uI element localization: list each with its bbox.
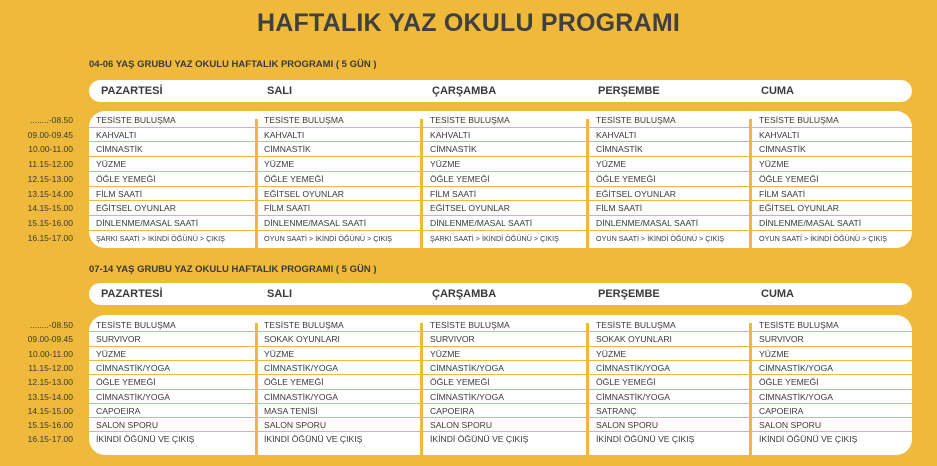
section-title: 07-14 YAŞ GRUBU YAZ OKULU HAFTALIK PROGRAMI ( 5 GÜN ) [89, 264, 377, 275]
activity-cell: CİMNASTİK/YOGA [759, 391, 834, 402]
activity-cell: OYUN SAATİ > İKİNDİ ÖĞÜNÜ > ÇIKIŞ [596, 233, 725, 243]
activity-cell: SALON SPORU [430, 420, 493, 431]
activity-cell: YÜZME [596, 159, 627, 170]
activity-cell: TESİSTE BULUŞMA [430, 320, 510, 330]
day-header: PAZARTESİ [101, 85, 163, 97]
time-slot-label: 12.15-13.00 [27, 173, 73, 184]
activity-cell: KAHVALTI [430, 129, 471, 140]
activity-cell: ÖĞLE YEMEĞİ [596, 173, 656, 184]
activity-cell: İKİNDİ ÖĞÜNÜ VE ÇIKIŞ [596, 434, 695, 445]
activity-cell: CİMNASTİK [430, 144, 477, 155]
day-header: PAZARTESİ [101, 288, 163, 300]
activity-cell: DİNLENME/MASAL SAATİ [596, 217, 699, 228]
row-divider [89, 127, 912, 128]
time-slot-label: 10.00-11.00 [28, 348, 73, 359]
activity-cell: TESİSTE BULUŞMA [96, 115, 176, 125]
time-slot-label: 16.15-17.00 [27, 434, 73, 445]
activity-cell: DİNLENME/MASAL SAATİ [264, 217, 367, 228]
activity-cell: CİMNASTİK/YOGA [759, 362, 834, 373]
day-header: CUMA [761, 288, 794, 300]
activity-cell: EĞİTSEL OYUNLAR [96, 203, 176, 214]
time-slot-label: 09.00-09.45 [27, 129, 73, 140]
activity-cell: TESİSTE BULUŞMA [264, 320, 344, 330]
activity-cell: ÖĞLE YEMEĞİ [430, 173, 490, 184]
activity-cell: CİMNASTİK/YOGA [430, 391, 505, 402]
activity-cell: EĞİTSEL OYUNLAR [264, 188, 344, 199]
activity-cell: KAHVALTI [96, 129, 137, 140]
activity-cell: OYUN SAATİ > İKİNDİ ÖĞÜNÜ > ÇIKIŞ [759, 233, 888, 243]
day-header-bar [89, 80, 912, 102]
day-header-bar [89, 283, 912, 305]
activity-cell: SURVIVOR [759, 334, 804, 345]
activity-cell: KAHVALTI [596, 129, 637, 140]
row-divider [89, 403, 912, 404]
activity-cell: FİLM SAATİ [96, 188, 143, 199]
activity-cell: ÖĞLE YEMEĞİ [596, 377, 656, 388]
activity-cell: YÜZME [596, 348, 627, 359]
time-slot-label: 09.00-09.45 [27, 334, 73, 345]
row-divider [89, 374, 912, 375]
activity-cell: YÜZME [96, 348, 127, 359]
activity-cell: DİNLENME/MASAL SAATİ [96, 217, 199, 228]
row-divider [89, 141, 912, 142]
activity-cell: CİMNASTİK/YOGA [596, 362, 671, 373]
activity-cell: TESİSTE BULUŞMA [430, 115, 510, 125]
time-slot-label: 14.15-15.00 [27, 405, 73, 416]
row-divider [89, 331, 912, 332]
time-slot-label: 11.15-12.00 [28, 159, 73, 170]
activity-cell: SALON SPORU [596, 420, 659, 431]
day-header: SALI [267, 85, 293, 97]
row-divider [89, 200, 912, 201]
activity-cell: SALON SPORU [264, 420, 327, 431]
activity-cell: TESİSTE BULUŞMA [96, 320, 176, 330]
time-slot-label: ........-08.50 [30, 320, 73, 330]
activity-cell: CİMNASTİK [759, 144, 806, 155]
activity-cell: İKİNDİ ÖĞÜNÜ VE ÇIKIŞ [96, 434, 195, 445]
activity-cell: CİMNASTİK [264, 144, 311, 155]
activity-cell: EĞİTSEL OYUNLAR [430, 203, 510, 214]
activity-cell: FİLM SAATİ [430, 188, 477, 199]
activity-cell: ÖĞLE YEMEĞİ [430, 377, 490, 388]
day-header: CUMA [761, 85, 794, 97]
activity-cell: İKİNDİ ÖĞÜNÜ VE ÇIKIŞ [430, 434, 529, 445]
activity-cell: DİNLENME/MASAL SAATİ [759, 217, 862, 228]
activity-cell: FİLM SAATİ [596, 203, 643, 214]
section-title: 04-06 YAŞ GRUBU YAZ OKULU HAFTALIK PROGRAMI ( 5 GÜN ) [89, 59, 377, 70]
activity-cell: CİMNASTİK [96, 144, 143, 155]
activity-cell: YÜZME [96, 159, 127, 170]
activity-cell: OYUN SAATİ > İKİNDİ ÖĞÜNÜ > ÇIKIŞ [264, 233, 393, 243]
activity-cell: CİMNASTİK/YOGA [264, 391, 339, 402]
activity-cell: KAHVALTI [759, 129, 800, 140]
activity-cell: ÖĞLE YEMEĞİ [759, 173, 819, 184]
activity-cell: YÜZME [264, 348, 295, 359]
activity-cell: SATRANÇ [596, 405, 637, 416]
row-divider [89, 417, 912, 418]
activity-cell: CAPOEIRA [430, 405, 475, 416]
row-divider [89, 346, 912, 347]
activity-cell: YÜZME [430, 159, 461, 170]
activity-cell: ÖĞLE YEMEĞİ [96, 173, 156, 184]
activity-cell: EĞİTSEL OYUNLAR [759, 203, 839, 214]
activity-cell: TESİSTE BULUŞMA [264, 115, 344, 125]
activity-cell: SOKAK OYUNLARI [596, 334, 672, 345]
activity-cell: ÖĞLE YEMEĞİ [759, 377, 819, 388]
activity-cell: İKİNDİ ÖĞÜNÜ VE ÇIKIŞ [264, 434, 363, 445]
activity-cell: YÜZME [759, 348, 790, 359]
activity-cell: ÖĞLE YEMEĞİ [96, 377, 156, 388]
day-header: ÇARŞAMBA [432, 85, 497, 97]
time-slot-label: 13.15-14.00 [27, 188, 73, 199]
activity-cell: YÜZME [430, 348, 461, 359]
activity-cell: TESİSTE BULUŞMA [759, 320, 839, 330]
row-divider [89, 156, 912, 157]
activity-cell: SOKAK OYUNLARI [264, 334, 340, 345]
activity-cell: CİMNASTİK/YOGA [430, 362, 505, 373]
time-slot-label: 12.15-13.00 [27, 377, 73, 388]
time-slot-label: 15.15-16.00 [27, 420, 73, 431]
activity-cell: FİLM SAATİ [759, 188, 806, 199]
activity-cell: DİNLENME/MASAL SAATİ [430, 217, 533, 228]
activity-cell: SALON SPORU [96, 420, 159, 431]
row-divider [89, 215, 912, 216]
time-slot-label: 14.15-15.00 [27, 203, 73, 214]
day-header: PERŞEMBE [598, 85, 660, 97]
row-divider [89, 389, 912, 390]
activity-cell: İKİNDİ ÖĞÜNÜ VE ÇIKIŞ [759, 434, 858, 445]
activity-cell: CİMNASTİK/YOGA [96, 391, 171, 402]
activity-cell: FİLM SAATİ [264, 203, 311, 214]
page-title: HAFTALIK YAZ OKULU PROGRAMI [257, 9, 680, 37]
activity-cell: KAHVALTI [264, 129, 305, 140]
activity-cell: SALON SPORU [759, 420, 822, 431]
day-header: PERŞEMBE [598, 288, 660, 300]
activity-cell: CAPOEIRA [759, 405, 804, 416]
activity-cell: YÜZME [759, 159, 790, 170]
activity-cell: ŞARKI SAATİ > İKİNDİ ÖĞÜNÜ > ÇIKIŞ [430, 233, 559, 243]
time-slot-label: ........-08.50 [30, 115, 73, 125]
time-slot-label: 15.15-16.00 [27, 217, 73, 228]
activity-cell: EĞİTSEL OYUNLAR [596, 188, 676, 199]
row-divider [89, 186, 912, 187]
day-header: SALI [267, 288, 293, 300]
activity-cell: CİMNASTİK/YOGA [596, 391, 671, 402]
activity-cell: CAPOEIRA [96, 405, 141, 416]
activity-cell: SURVIVOR [96, 334, 141, 345]
row-divider [89, 431, 912, 432]
row-divider [89, 171, 912, 172]
row-divider [89, 230, 912, 231]
activity-cell: ÖĞLE YEMEĞİ [264, 173, 324, 184]
time-slot-label: 16.15-17.00 [27, 232, 73, 243]
time-slot-label: 10.00-11.00 [28, 144, 73, 155]
day-header: ÇARŞAMBA [432, 288, 497, 300]
row-divider [89, 360, 912, 361]
time-slot-label: 11.15-12.00 [28, 362, 73, 373]
activity-cell: ŞARKI SAATİ > İKİNDİ ÖĞÜNÜ > ÇIKIŞ [96, 233, 225, 243]
activity-cell: CİMNASTİK [596, 144, 643, 155]
activity-cell: CİMNASTİK/YOGA [264, 362, 339, 373]
activity-cell: ÖĞLE YEMEĞİ [264, 377, 324, 388]
activity-cell: TESİSTE BULUŞMA [596, 320, 676, 330]
activity-cell: TESİSTE BULUŞMA [759, 115, 839, 125]
activity-cell: MASA TENİSİ [264, 405, 318, 416]
activity-cell: CİMNASTİK/YOGA [96, 362, 171, 373]
activity-cell: SURVIVOR [430, 334, 475, 345]
activity-cell: TESİSTE BULUŞMA [596, 115, 676, 125]
time-slot-label: 13.15-14.00 [27, 391, 73, 402]
activity-cell: YÜZME [264, 159, 295, 170]
